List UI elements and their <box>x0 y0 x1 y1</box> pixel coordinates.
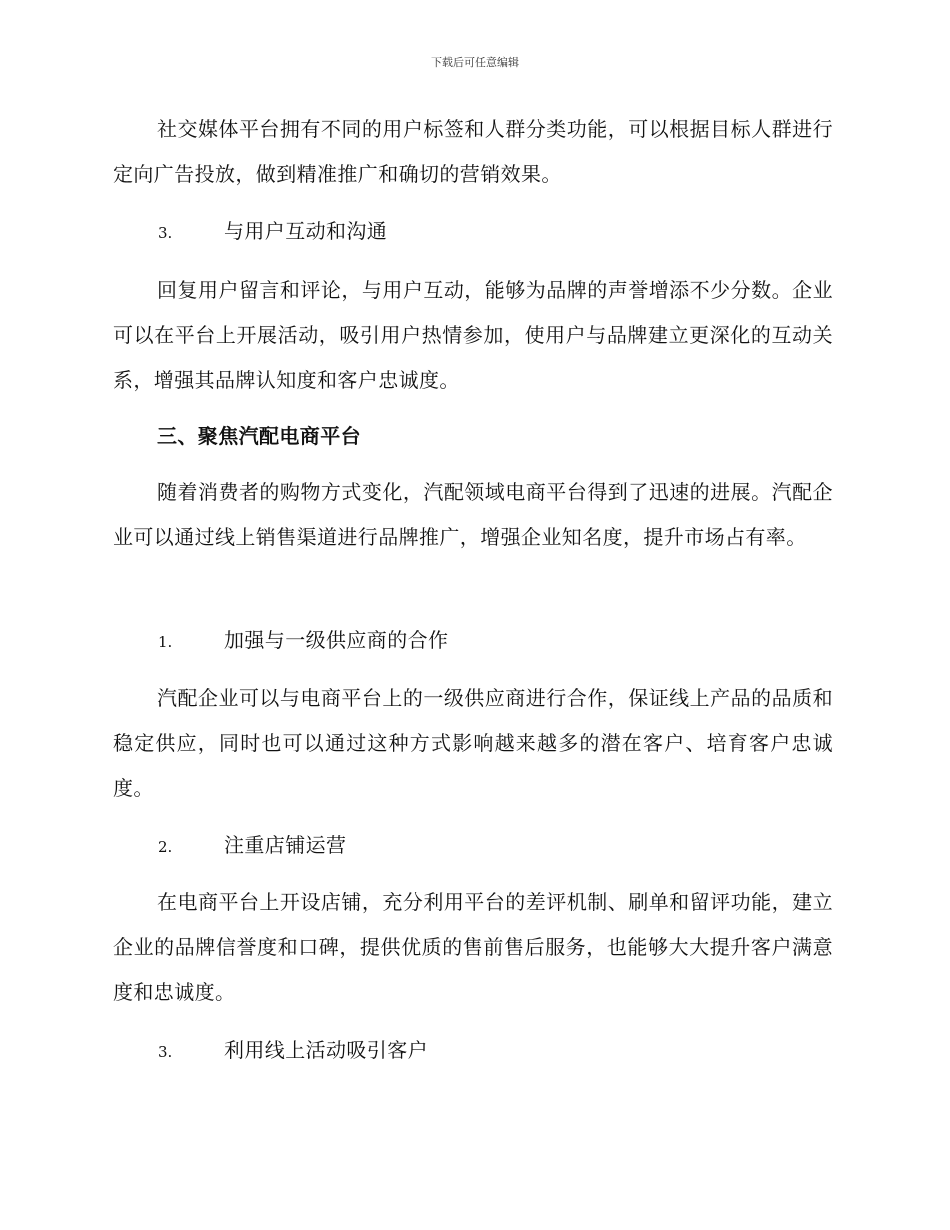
paragraph-text: 社交媒体平台拥有不同的用户标签和人群分类功能，可以根据目标人群进行定向广告投放，做到精准推广和确切的营销效果。 <box>113 117 833 186</box>
list-item-supplier-cooperation <box>158 625 448 657</box>
list-item-number: 1. <box>158 633 173 651</box>
paragraph-text: 回复用户留言和评论，与用户互动，能够为品牌的声誉增添不少分数。企业可以在平台上开展活动，吸引用户热情参加，使用户与品牌建立更深化的互动关系，增强其品牌认知度和客户忠诚度。 <box>113 278 833 392</box>
paragraph-text: 在电商平台上开设店铺，充分利用平台的差评机制、刷单和留评功能，建立企业的品牌信誉度和口碑，提供优质的售前售后服务，也能够大大提升客户满意度和忠诚度。 <box>113 890 833 1004</box>
page-header: 下载后可任意编辑 <box>431 56 519 69</box>
paragraph-reply-comments <box>113 268 833 403</box>
list-item-number: 3. <box>158 1043 173 1061</box>
list-item-label: 利用线上活动吸引客户 <box>224 1038 428 1062</box>
section-heading: 三、聚焦汽配电商平台 <box>157 424 361 448</box>
paragraph-text: 汽配企业可以与电商平台上的一级供应商进行合作，保证线上产品的品质和稳定供应，同时也可以通过这种方式影响越来越多的潜在客户、培育客户忠诚度。 <box>113 686 833 800</box>
list-item-label: 注重店铺运营 <box>224 833 347 857</box>
paragraph-ecommerce-growth <box>113 470 833 560</box>
paragraph-text: 随着消费者的购物方式变化，汽配领域电商平台得到了迅速的进展。汽配企业可以通过线上销售渠道进行品牌推广，增强企业知名度，提升市场占有率。 <box>113 480 833 549</box>
list-item-number: 2. <box>158 838 173 856</box>
paragraph-store-detail <box>113 880 833 1015</box>
list-item-user-interaction <box>158 216 387 248</box>
list-item-online-activities <box>158 1035 428 1067</box>
list-item-store-operation <box>158 830 346 862</box>
list-item-label: 与用户互动和沟通 <box>224 219 388 243</box>
list-item-label: 加强与一级供应商的合作 <box>224 628 449 652</box>
paragraph-supplier-detail <box>113 676 833 811</box>
paragraph-targeted-ads <box>113 107 833 197</box>
list-item-number: 3. <box>158 224 173 242</box>
